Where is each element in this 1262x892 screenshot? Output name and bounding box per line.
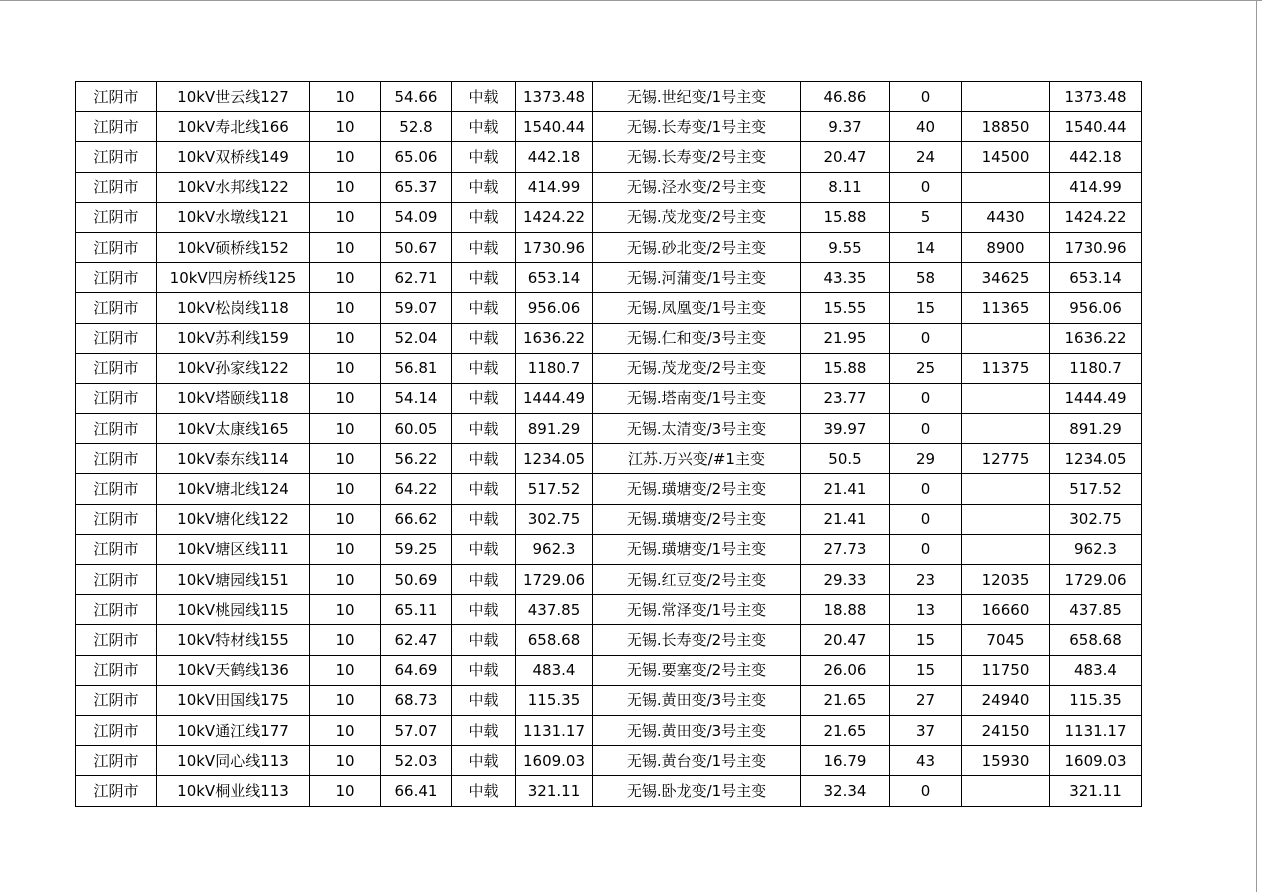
user-capacity-cell bbox=[962, 776, 1050, 806]
capacity-cell: 414.99 bbox=[516, 172, 593, 202]
substation-cell: 无锡.常泽变/1号主变 bbox=[593, 595, 801, 625]
load-rate-cell: 56.22 bbox=[381, 444, 452, 474]
substation-cell: 无锡.泾水变/2号主变 bbox=[593, 172, 801, 202]
count-cell: 0 bbox=[890, 82, 962, 112]
line-name-cell: 10kV塔颐线118 bbox=[157, 383, 310, 413]
total-cell: 653.14 bbox=[1050, 263, 1142, 293]
table-row bbox=[76, 595, 1142, 625]
table-row bbox=[76, 746, 1142, 776]
count-cell: 15 bbox=[890, 293, 962, 323]
load-rate-cell: 66.62 bbox=[381, 504, 452, 534]
capacity-cell: 321.11 bbox=[516, 776, 593, 806]
load-rate-cell: 59.25 bbox=[381, 534, 452, 564]
transformer-load-cell: 9.55 bbox=[801, 232, 890, 262]
line-name-cell: 10kV松岗线118 bbox=[157, 293, 310, 323]
city-cell: 江阴市 bbox=[76, 383, 157, 413]
load-level-cell: 中载 bbox=[452, 685, 516, 715]
capacity-cell: 437.85 bbox=[516, 595, 593, 625]
user-capacity-cell bbox=[962, 504, 1050, 534]
city-cell: 江阴市 bbox=[76, 293, 157, 323]
count-cell: 58 bbox=[890, 263, 962, 293]
table-row bbox=[76, 414, 1142, 444]
substation-cell: 无锡.璜塘变/2号主变 bbox=[593, 504, 801, 534]
voltage-cell: 10 bbox=[310, 82, 381, 112]
total-cell: 1729.06 bbox=[1050, 565, 1142, 595]
line-name-cell: 10kV塘化线122 bbox=[157, 504, 310, 534]
count-cell: 13 bbox=[890, 595, 962, 625]
user-capacity-cell: 8900 bbox=[962, 232, 1050, 262]
capacity-cell: 442.18 bbox=[516, 142, 593, 172]
total-cell: 442.18 bbox=[1050, 142, 1142, 172]
transformer-load-cell: 39.97 bbox=[801, 414, 890, 444]
table-body bbox=[76, 82, 1142, 807]
voltage-cell: 10 bbox=[310, 504, 381, 534]
load-rate-cell: 50.67 bbox=[381, 232, 452, 262]
voltage-cell: 10 bbox=[310, 565, 381, 595]
total-cell: 658.68 bbox=[1050, 625, 1142, 655]
capacity-cell: 962.3 bbox=[516, 534, 593, 564]
total-cell: 962.3 bbox=[1050, 534, 1142, 564]
city-cell: 江阴市 bbox=[76, 202, 157, 232]
city-cell: 江阴市 bbox=[76, 625, 157, 655]
capacity-cell: 1424.22 bbox=[516, 202, 593, 232]
table-row bbox=[76, 353, 1142, 383]
load-rate-cell: 60.05 bbox=[381, 414, 452, 444]
user-capacity-cell: 4430 bbox=[962, 202, 1050, 232]
line-name-cell: 10kV通江线177 bbox=[157, 715, 310, 745]
line-name-cell: 10kV四房桥线125 bbox=[157, 263, 310, 293]
transformer-load-cell: 20.47 bbox=[801, 625, 890, 655]
load-level-cell: 中载 bbox=[452, 595, 516, 625]
count-cell: 29 bbox=[890, 444, 962, 474]
transformer-load-cell: 32.34 bbox=[801, 776, 890, 806]
voltage-cell: 10 bbox=[310, 383, 381, 413]
count-cell: 5 bbox=[890, 202, 962, 232]
user-capacity-cell: 11365 bbox=[962, 293, 1050, 323]
table-row bbox=[76, 444, 1142, 474]
city-cell: 江阴市 bbox=[76, 715, 157, 745]
table-row bbox=[76, 202, 1142, 232]
city-cell: 江阴市 bbox=[76, 82, 157, 112]
substation-cell: 无锡.要塞变/2号主变 bbox=[593, 655, 801, 685]
table-row bbox=[76, 172, 1142, 202]
city-cell: 江阴市 bbox=[76, 565, 157, 595]
load-rate-cell: 57.07 bbox=[381, 715, 452, 745]
voltage-cell: 10 bbox=[310, 293, 381, 323]
count-cell: 0 bbox=[890, 504, 962, 534]
capacity-cell: 1730.96 bbox=[516, 232, 593, 262]
table-row bbox=[76, 142, 1142, 172]
load-rate-cell: 56.81 bbox=[381, 353, 452, 383]
table-row bbox=[76, 655, 1142, 685]
city-cell: 江阴市 bbox=[76, 172, 157, 202]
capacity-cell: 517.52 bbox=[516, 474, 593, 504]
transformer-load-cell: 46.86 bbox=[801, 82, 890, 112]
total-cell: 1180.7 bbox=[1050, 353, 1142, 383]
table-row bbox=[76, 263, 1142, 293]
city-cell: 江阴市 bbox=[76, 444, 157, 474]
capacity-cell: 653.14 bbox=[516, 263, 593, 293]
load-level-cell: 中载 bbox=[452, 625, 516, 655]
line-name-cell: 10kV寿北线166 bbox=[157, 112, 310, 142]
capacity-cell: 1180.7 bbox=[516, 353, 593, 383]
user-capacity-cell: 11750 bbox=[962, 655, 1050, 685]
transformer-load-cell: 9.37 bbox=[801, 112, 890, 142]
load-level-cell: 中载 bbox=[452, 82, 516, 112]
capacity-cell: 1540.44 bbox=[516, 112, 593, 142]
transformer-load-cell: 21.65 bbox=[801, 715, 890, 745]
capacity-cell: 1373.48 bbox=[516, 82, 593, 112]
line-name-cell: 10kV天鹤线136 bbox=[157, 655, 310, 685]
user-capacity-cell: 14500 bbox=[962, 142, 1050, 172]
city-cell: 江阴市 bbox=[76, 595, 157, 625]
table-row bbox=[76, 715, 1142, 745]
line-name-cell: 10kV苏利线159 bbox=[157, 323, 310, 353]
substation-cell: 无锡.茂龙变/2号主变 bbox=[593, 202, 801, 232]
count-cell: 0 bbox=[890, 776, 962, 806]
count-cell: 43 bbox=[890, 746, 962, 776]
table-row bbox=[76, 383, 1142, 413]
city-cell: 江阴市 bbox=[76, 474, 157, 504]
load-level-cell: 中载 bbox=[452, 142, 516, 172]
user-capacity-cell: 34625 bbox=[962, 263, 1050, 293]
transformer-load-cell: 21.95 bbox=[801, 323, 890, 353]
user-capacity-cell: 12775 bbox=[962, 444, 1050, 474]
transformer-load-cell: 8.11 bbox=[801, 172, 890, 202]
voltage-cell: 10 bbox=[310, 655, 381, 685]
transformer-load-cell: 20.47 bbox=[801, 142, 890, 172]
transformer-load-cell: 16.79 bbox=[801, 746, 890, 776]
count-cell: 0 bbox=[890, 323, 962, 353]
voltage-cell: 10 bbox=[310, 232, 381, 262]
substation-cell: 无锡.河蒲变/1号主变 bbox=[593, 263, 801, 293]
load-rate-cell: 52.8 bbox=[381, 112, 452, 142]
load-level-cell: 中载 bbox=[452, 565, 516, 595]
count-cell: 0 bbox=[890, 172, 962, 202]
voltage-cell: 10 bbox=[310, 474, 381, 504]
capacity-cell: 1729.06 bbox=[516, 565, 593, 595]
total-cell: 483.4 bbox=[1050, 655, 1142, 685]
city-cell: 江阴市 bbox=[76, 263, 157, 293]
voltage-cell: 10 bbox=[310, 595, 381, 625]
load-rate-cell: 64.22 bbox=[381, 474, 452, 504]
line-name-cell: 10kV田国线175 bbox=[157, 685, 310, 715]
load-level-cell: 中载 bbox=[452, 534, 516, 564]
count-cell: 0 bbox=[890, 534, 962, 564]
load-level-cell: 中载 bbox=[452, 172, 516, 202]
data-table bbox=[75, 81, 1142, 807]
city-cell: 江阴市 bbox=[76, 232, 157, 262]
load-rate-cell: 62.71 bbox=[381, 263, 452, 293]
line-name-cell: 10kV世云线127 bbox=[157, 82, 310, 112]
voltage-cell: 10 bbox=[310, 202, 381, 232]
count-cell: 15 bbox=[890, 625, 962, 655]
voltage-cell: 10 bbox=[310, 715, 381, 745]
total-cell: 1373.48 bbox=[1050, 82, 1142, 112]
load-level-cell: 中载 bbox=[452, 655, 516, 685]
page-right-border bbox=[1256, 0, 1257, 892]
transformer-load-cell: 50.5 bbox=[801, 444, 890, 474]
transformer-load-cell: 15.55 bbox=[801, 293, 890, 323]
user-capacity-cell: 11375 bbox=[962, 353, 1050, 383]
line-name-cell: 10kV水邦线122 bbox=[157, 172, 310, 202]
transformer-load-cell: 23.77 bbox=[801, 383, 890, 413]
total-cell: 321.11 bbox=[1050, 776, 1142, 806]
substation-cell: 无锡.红豆变/2号主变 bbox=[593, 565, 801, 595]
line-name-cell: 10kV孙家线122 bbox=[157, 353, 310, 383]
user-capacity-cell bbox=[962, 474, 1050, 504]
user-capacity-cell: 12035 bbox=[962, 565, 1050, 595]
table-row bbox=[76, 504, 1142, 534]
count-cell: 0 bbox=[890, 414, 962, 444]
city-cell: 江阴市 bbox=[76, 142, 157, 172]
count-cell: 27 bbox=[890, 685, 962, 715]
user-capacity-cell: 7045 bbox=[962, 625, 1050, 655]
line-name-cell: 10kV桃园线115 bbox=[157, 595, 310, 625]
substation-cell: 无锡.茂龙变/2号主变 bbox=[593, 353, 801, 383]
load-level-cell: 中载 bbox=[452, 112, 516, 142]
line-name-cell: 10kV同心线113 bbox=[157, 746, 310, 776]
voltage-cell: 10 bbox=[310, 534, 381, 564]
line-name-cell: 10kV泰东线114 bbox=[157, 444, 310, 474]
load-rate-cell: 54.66 bbox=[381, 82, 452, 112]
count-cell: 23 bbox=[890, 565, 962, 595]
count-cell: 24 bbox=[890, 142, 962, 172]
load-level-cell: 中载 bbox=[452, 202, 516, 232]
line-name-cell: 10kV特材线155 bbox=[157, 625, 310, 655]
load-rate-cell: 66.41 bbox=[381, 776, 452, 806]
substation-cell: 无锡.砂北变/2号主变 bbox=[593, 232, 801, 262]
load-level-cell: 中载 bbox=[452, 776, 516, 806]
voltage-cell: 10 bbox=[310, 414, 381, 444]
total-cell: 302.75 bbox=[1050, 504, 1142, 534]
table-row bbox=[76, 776, 1142, 806]
voltage-cell: 10 bbox=[310, 746, 381, 776]
city-cell: 江阴市 bbox=[76, 504, 157, 534]
substation-cell: 无锡.长寿变/2号主变 bbox=[593, 625, 801, 655]
total-cell: 1540.44 bbox=[1050, 112, 1142, 142]
table-row bbox=[76, 565, 1142, 595]
user-capacity-cell: 18850 bbox=[962, 112, 1050, 142]
transformer-load-cell: 21.41 bbox=[801, 504, 890, 534]
line-name-cell: 10kV塘北线124 bbox=[157, 474, 310, 504]
load-level-cell: 中载 bbox=[452, 353, 516, 383]
city-cell: 江阴市 bbox=[76, 746, 157, 776]
load-rate-cell: 65.37 bbox=[381, 172, 452, 202]
total-cell: 1424.22 bbox=[1050, 202, 1142, 232]
table-row bbox=[76, 82, 1142, 112]
load-rate-cell: 54.09 bbox=[381, 202, 452, 232]
user-capacity-cell bbox=[962, 534, 1050, 564]
city-cell: 江阴市 bbox=[76, 353, 157, 383]
line-name-cell: 10kV塘园线151 bbox=[157, 565, 310, 595]
substation-cell: 无锡.黄田变/3号主变 bbox=[593, 715, 801, 745]
count-cell: 40 bbox=[890, 112, 962, 142]
voltage-cell: 10 bbox=[310, 625, 381, 655]
user-capacity-cell bbox=[962, 82, 1050, 112]
voltage-cell: 10 bbox=[310, 776, 381, 806]
line-name-cell: 10kV桐业线113 bbox=[157, 776, 310, 806]
load-rate-cell: 68.73 bbox=[381, 685, 452, 715]
substation-cell: 无锡.长寿变/1号主变 bbox=[593, 112, 801, 142]
load-rate-cell: 64.69 bbox=[381, 655, 452, 685]
voltage-cell: 10 bbox=[310, 142, 381, 172]
capacity-cell: 956.06 bbox=[516, 293, 593, 323]
table-row bbox=[76, 293, 1142, 323]
total-cell: 1131.17 bbox=[1050, 715, 1142, 745]
user-capacity-cell: 24150 bbox=[962, 715, 1050, 745]
total-cell: 437.85 bbox=[1050, 595, 1142, 625]
load-level-cell: 中载 bbox=[452, 263, 516, 293]
load-level-cell: 中载 bbox=[452, 474, 516, 504]
city-cell: 江阴市 bbox=[76, 414, 157, 444]
city-cell: 江阴市 bbox=[76, 776, 157, 806]
substation-cell: 无锡.卧龙变/1号主变 bbox=[593, 776, 801, 806]
load-rate-cell: 65.11 bbox=[381, 595, 452, 625]
voltage-cell: 10 bbox=[310, 353, 381, 383]
capacity-cell: 1609.03 bbox=[516, 746, 593, 776]
count-cell: 15 bbox=[890, 655, 962, 685]
table-row bbox=[76, 323, 1142, 353]
city-cell: 江阴市 bbox=[76, 655, 157, 685]
load-rate-cell: 52.03 bbox=[381, 746, 452, 776]
transformer-load-cell: 43.35 bbox=[801, 263, 890, 293]
line-name-cell: 10kV水墩线121 bbox=[157, 202, 310, 232]
city-cell: 江阴市 bbox=[76, 323, 157, 353]
voltage-cell: 10 bbox=[310, 263, 381, 293]
transformer-load-cell: 21.41 bbox=[801, 474, 890, 504]
transformer-load-cell: 26.06 bbox=[801, 655, 890, 685]
line-name-cell: 10kV太康线165 bbox=[157, 414, 310, 444]
substation-cell: 无锡.凤凰变/1号主变 bbox=[593, 293, 801, 323]
user-capacity-cell: 24940 bbox=[962, 685, 1050, 715]
line-name-cell: 10kV双桥线149 bbox=[157, 142, 310, 172]
load-rate-cell: 52.04 bbox=[381, 323, 452, 353]
substation-cell: 无锡.仁和变/3号主变 bbox=[593, 323, 801, 353]
load-level-cell: 中载 bbox=[452, 746, 516, 776]
table-row bbox=[76, 534, 1142, 564]
total-cell: 1444.49 bbox=[1050, 383, 1142, 413]
capacity-cell: 483.4 bbox=[516, 655, 593, 685]
total-cell: 956.06 bbox=[1050, 293, 1142, 323]
total-cell: 517.52 bbox=[1050, 474, 1142, 504]
capacity-cell: 1234.05 bbox=[516, 444, 593, 474]
voltage-cell: 10 bbox=[310, 172, 381, 202]
capacity-cell: 658.68 bbox=[516, 625, 593, 655]
voltage-cell: 10 bbox=[310, 323, 381, 353]
count-cell: 0 bbox=[890, 474, 962, 504]
city-cell: 江阴市 bbox=[76, 685, 157, 715]
total-cell: 891.29 bbox=[1050, 414, 1142, 444]
table-row bbox=[76, 625, 1142, 655]
capacity-cell: 1636.22 bbox=[516, 323, 593, 353]
voltage-cell: 10 bbox=[310, 444, 381, 474]
substation-cell: 无锡.璜塘变/2号主变 bbox=[593, 474, 801, 504]
load-rate-cell: 54.14 bbox=[381, 383, 452, 413]
capacity-cell: 1444.49 bbox=[516, 383, 593, 413]
load-rate-cell: 65.06 bbox=[381, 142, 452, 172]
load-level-cell: 中载 bbox=[452, 414, 516, 444]
user-capacity-cell bbox=[962, 323, 1050, 353]
table-row bbox=[76, 112, 1142, 142]
transformer-load-cell: 29.33 bbox=[801, 565, 890, 595]
load-level-cell: 中载 bbox=[452, 293, 516, 323]
load-rate-cell: 59.07 bbox=[381, 293, 452, 323]
page-top-border bbox=[0, 0, 1262, 1]
transformer-load-cell: 15.88 bbox=[801, 202, 890, 232]
total-cell: 1730.96 bbox=[1050, 232, 1142, 262]
load-level-cell: 中载 bbox=[452, 715, 516, 745]
total-cell: 1636.22 bbox=[1050, 323, 1142, 353]
capacity-cell: 115.35 bbox=[516, 685, 593, 715]
transformer-load-cell: 18.88 bbox=[801, 595, 890, 625]
voltage-cell: 10 bbox=[310, 112, 381, 142]
substation-cell: 无锡.太清变/3号主变 bbox=[593, 414, 801, 444]
substation-cell: 江苏.万兴变/#1主变 bbox=[593, 444, 801, 474]
substation-cell: 无锡.黄田变/3号主变 bbox=[593, 685, 801, 715]
load-level-cell: 中载 bbox=[452, 323, 516, 353]
total-cell: 1609.03 bbox=[1050, 746, 1142, 776]
capacity-cell: 891.29 bbox=[516, 414, 593, 444]
substation-cell: 无锡.长寿变/2号主变 bbox=[593, 142, 801, 172]
line-name-cell: 10kV硕桥线152 bbox=[157, 232, 310, 262]
count-cell: 37 bbox=[890, 715, 962, 745]
count-cell: 25 bbox=[890, 353, 962, 383]
load-rate-cell: 62.47 bbox=[381, 625, 452, 655]
substation-cell: 无锡.塔南变/1号主变 bbox=[593, 383, 801, 413]
user-capacity-cell: 15930 bbox=[962, 746, 1050, 776]
user-capacity-cell bbox=[962, 383, 1050, 413]
count-cell: 14 bbox=[890, 232, 962, 262]
user-capacity-cell bbox=[962, 414, 1050, 444]
total-cell: 115.35 bbox=[1050, 685, 1142, 715]
transformer-load-cell: 27.73 bbox=[801, 534, 890, 564]
load-rate-cell: 50.69 bbox=[381, 565, 452, 595]
substation-cell: 无锡.世纪变/1号主变 bbox=[593, 82, 801, 112]
voltage-cell: 10 bbox=[310, 685, 381, 715]
line-name-cell: 10kV塘区线111 bbox=[157, 534, 310, 564]
capacity-cell: 302.75 bbox=[516, 504, 593, 534]
table-row bbox=[76, 685, 1142, 715]
city-cell: 江阴市 bbox=[76, 534, 157, 564]
load-level-cell: 中载 bbox=[452, 444, 516, 474]
transformer-load-cell: 15.88 bbox=[801, 353, 890, 383]
substation-cell: 无锡.黄台变/1号主变 bbox=[593, 746, 801, 776]
count-cell: 0 bbox=[890, 383, 962, 413]
total-cell: 1234.05 bbox=[1050, 444, 1142, 474]
load-level-cell: 中载 bbox=[452, 383, 516, 413]
user-capacity-cell: 16660 bbox=[962, 595, 1050, 625]
city-cell: 江阴市 bbox=[76, 112, 157, 142]
total-cell: 414.99 bbox=[1050, 172, 1142, 202]
table-row bbox=[76, 474, 1142, 504]
load-level-cell: 中载 bbox=[452, 232, 516, 262]
transformer-load-cell: 21.65 bbox=[801, 685, 890, 715]
substation-cell: 无锡.璜塘变/1号主变 bbox=[593, 534, 801, 564]
table-row bbox=[76, 232, 1142, 262]
capacity-cell: 1131.17 bbox=[516, 715, 593, 745]
user-capacity-cell bbox=[962, 172, 1050, 202]
load-level-cell: 中载 bbox=[452, 504, 516, 534]
